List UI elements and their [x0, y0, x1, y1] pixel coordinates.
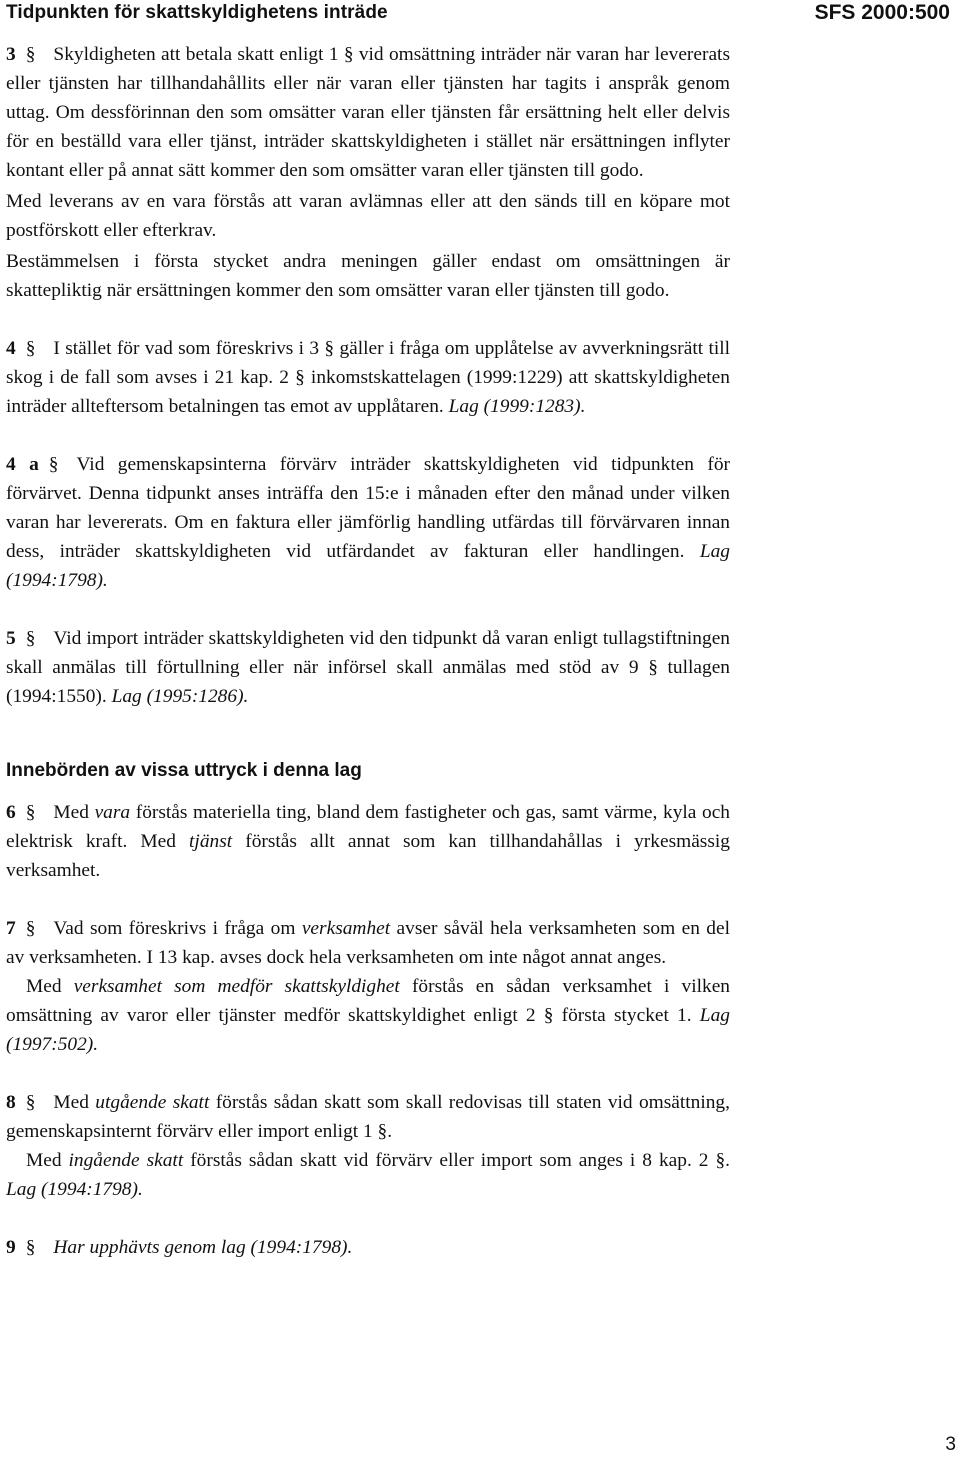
section-3-paragraph-3: Bestämmelsen i första stycket andra meningen gäller endast om omsättningen är skattepliktig när ersättningen kommer den som omsätter varan eller tjänsten till godo. — [6, 251, 730, 301]
text-run: förstås sådan skatt som skall redovisas till staten vid omsättning, gemenskapsinternt förvärv eller import enligt 1 §. — [6, 1092, 730, 1142]
repeal-note: Har upphävts genom lag (1994:1798). — [53, 1237, 353, 1258]
section-sign-icon: § — [25, 1092, 36, 1113]
text-run: förstås allt annat som kan tillhandahållas i yrkesmässig verksamhet. — [6, 831, 730, 881]
section-number: 5 — [6, 628, 16, 649]
text-run: Med — [53, 802, 89, 823]
section-number: 4 — [6, 338, 16, 359]
section-sign-icon: § — [25, 628, 36, 649]
defined-term: verksamhet som medför skattskyldighet — [73, 976, 400, 997]
section-3-paragraph-2: Med leverans av en vara förstås att varan avlämnas eller att den sänds till en köpare mot postförskott eller efterkrav. — [6, 191, 730, 241]
text-run: avser såväl hela verksamheten som en del av verksamheten. I 13 kap. avses dock hela verksamheten om inte något annat anges. — [6, 918, 730, 968]
section-number: 4 a — [6, 454, 39, 475]
section-sign-icon: § — [25, 918, 36, 939]
text-run: förstås materiella ting, bland dem fastigheter och gas, samt värme, kyla och elektrisk kraft. Med — [6, 802, 730, 852]
section-text: Skyldigheten att betala skatt enligt 1 § vid omsättning inträder när varan har levererats eller tjänsten har tillhandahållits eller när varan eller tjänsten har tagits i anspråk genom uttag. Om dessförinnan den som omsätter varan eller tjänsten får ersättning helt eller delvis för en beställd vara eller tjänst, inträder skattskyldigheten i stället när ersättningen inflyter kontant eller på annat sätt kommer den som omsätter varan eller tjänsten till godo. — [6, 44, 730, 181]
section-8 — [6, 1088, 730, 1204]
section-text: Vid gemenskapsinterna förvärv inträder skattskyldigheten vid tidpunkten för förvärvet. Denna tidpunkt anses inträffa den 15:e i månaden efter den månad under vilken varan har levererats. Om en faktura eller jämförlig handling utfärdas till förvärvaren innan dess, inträder skattskyldigheten vid utfärdandet av fakturan eller handlingen. — [6, 454, 730, 562]
defined-term: ingående skatt — [68, 1150, 184, 1171]
section-sign-icon: § — [48, 454, 59, 475]
defined-term: vara — [94, 802, 131, 823]
section-number: 7 — [6, 918, 16, 939]
defined-term: verksamhet — [301, 918, 391, 939]
section-text: I stället för vad som föreskrivs i 3 § gäller i fråga om upplåtelse av avverkningsrätt till skog i de fall som avses i 21 kap. 2 § inkomstskattelagen (1999:1229) att skattskyldigheten inträder allteftersom betalningen tas emot av upplåtaren. — [6, 338, 730, 417]
section-6 — [6, 798, 730, 885]
section-heading: Innebörden av vissa uttryck i denna lag — [6, 760, 362, 781]
page-number: 3 — [945, 1434, 956, 1455]
running-header-title: Tidpunkten för skattskyldighetens inträde — [6, 2, 388, 23]
section-sign-icon: § — [25, 1237, 36, 1258]
law-reference: Lag (1994:1798). — [6, 541, 730, 591]
section-5 — [6, 624, 730, 711]
law-reference: Lag (1997:502). — [6, 1005, 730, 1055]
section-sign-icon: § — [25, 338, 36, 359]
defined-term: tjänst — [189, 831, 233, 852]
section-number: 9 — [6, 1237, 16, 1258]
text-run: förstås en sådan verksamhet i vilken omsättning av varor eller tjänster medför skattskyldighet enligt 2 § första stycket 1. — [6, 976, 730, 1026]
law-reference: Lag (1994:1798). — [6, 1179, 143, 1200]
section-3-paragraph-1 — [6, 40, 730, 185]
section-7 — [6, 914, 730, 1059]
section-3 — [6, 40, 730, 305]
text-run: Vad som föreskrivs i fråga om — [53, 918, 296, 939]
section-number: 3 — [6, 44, 16, 65]
section-4 — [6, 334, 730, 421]
text-run: förstås sådan skatt vid förvärv eller import som anges i 8 kap. 2 §. — [190, 1150, 730, 1171]
text-run: Med — [26, 976, 62, 997]
section-number: 8 — [6, 1092, 16, 1113]
law-reference: Lag (1995:1286). — [111, 686, 249, 707]
sfs-number: SFS 2000:500 — [814, 1, 950, 24]
section-4a — [6, 450, 730, 595]
text-run: Med — [53, 1092, 89, 1113]
text-run: Med — [26, 1150, 62, 1171]
document-body — [6, 40, 730, 1291]
section-text: Vid import inträder skattskyldigheten vid den tidpunkt då varan enligt tullagstiftningen skall anmälas till förtullning eller när införsel skall anmälas med stöd av 9 § tullagen (1994:1550). — [6, 628, 730, 707]
section-sign-icon: § — [25, 44, 36, 65]
section-sign-icon: § — [25, 802, 36, 823]
law-reference: Lag (1999:1283). — [448, 396, 586, 417]
section-9 — [6, 1233, 730, 1262]
defined-term: utgående skatt — [95, 1092, 210, 1113]
section-number: 6 — [6, 802, 16, 823]
